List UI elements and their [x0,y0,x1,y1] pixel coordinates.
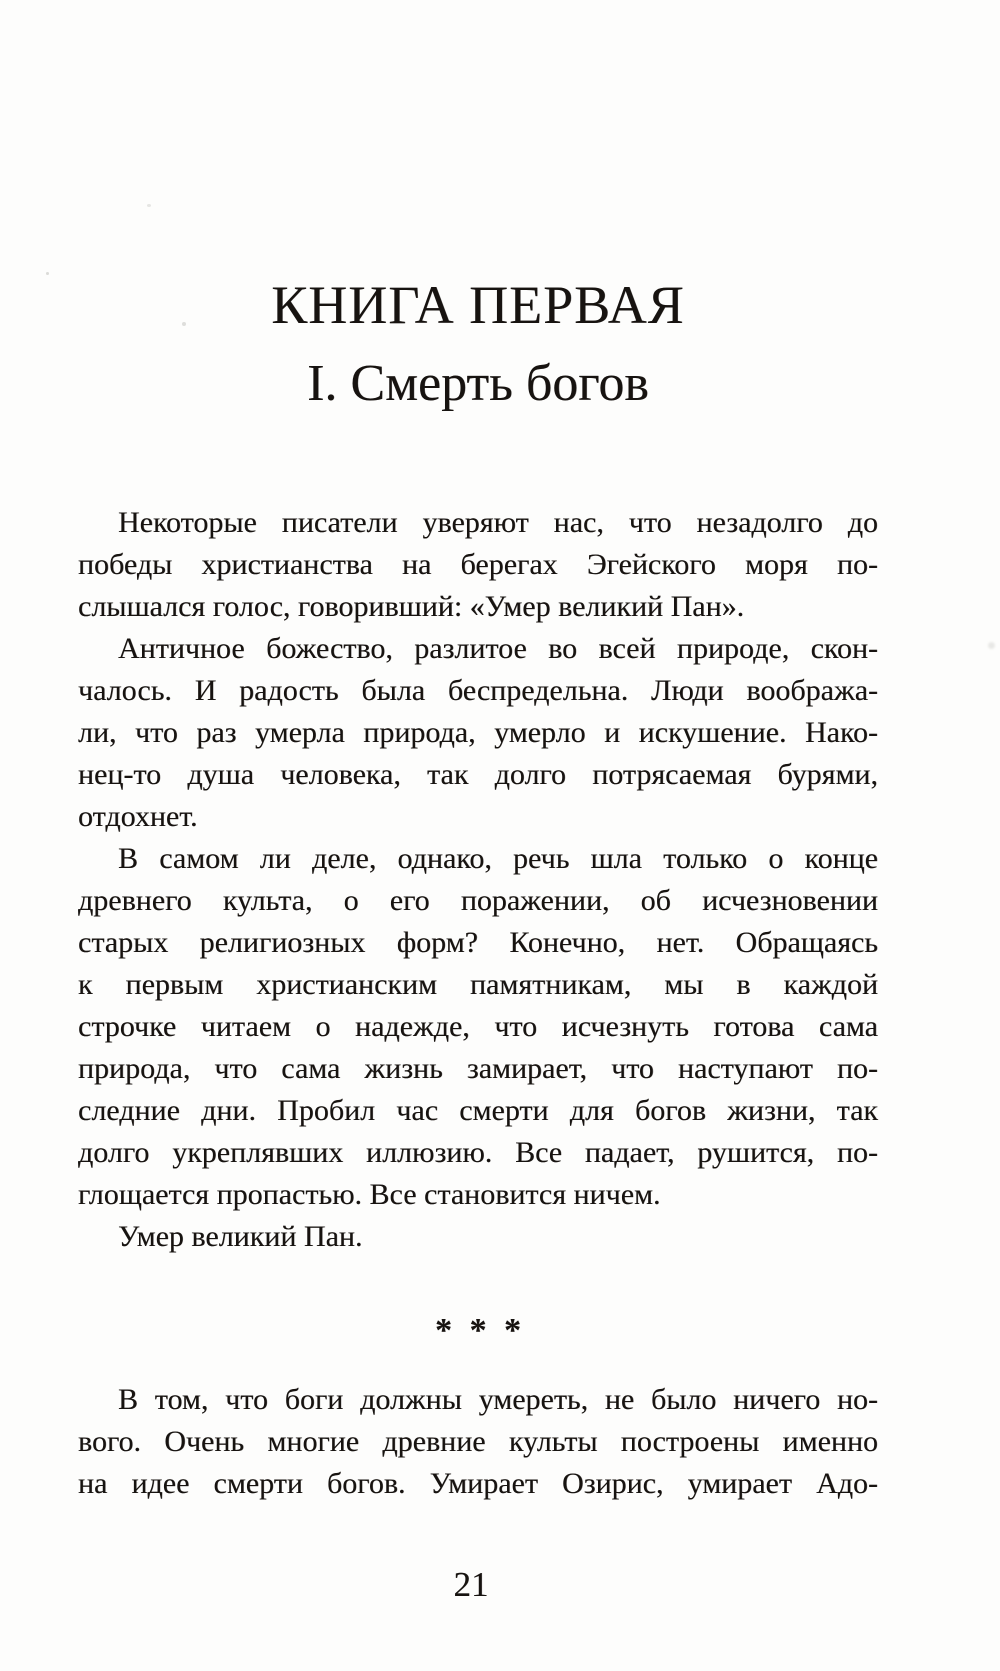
text-line: к первым христианским памятникам, мы в каждой [78,968,878,1001]
scan-speck [988,642,995,649]
paragraph [78,838,878,1216]
paragraph [78,502,878,628]
text-block-upper [78,502,878,1258]
text-line: нец-то душа человека, так долго потрясаемая бурями, [78,758,878,791]
text-line: Умер великий Пан. [118,1220,363,1253]
text-line: победы христианства на берегах Эгейского моря по- [78,548,878,581]
text-line: древнего культа, о его поражении, об исчезновении [78,884,878,917]
text-line: природа, что сама жизнь замирает, что наступают по- [78,1052,878,1085]
text-line: строчке читаем о надежде, что исчезнуть готова сама [78,1010,878,1043]
chapter-title: I. Смерть богов [307,355,649,412]
book-title: КНИГА ПЕРВАЯ [271,275,685,335]
text-line: глощается пропастью. Все становится ничем. [78,1178,661,1211]
paragraph [78,628,878,838]
text-line: В том, что боги должны умереть, не было ничего но- [118,1383,878,1416]
scan-speck [46,272,49,275]
scan-speck [182,322,186,326]
text-line: ли, что раз умерла природа, умерло и искушение. Нако- [78,716,878,749]
text-line: В самом ли деле, однако, речь шла только о конце [118,842,878,875]
text-line: следние дни. Пробил час смерти для богов жизни, так [78,1094,878,1127]
text-line: старых религиозных форм? Конечно, нет. Обращаясь [78,926,878,959]
text-line: вого. Очень многие древние культы построены именно [78,1425,878,1458]
text-line: на идее смерти богов. Умирает Озирис, умирает Адо- [78,1467,878,1500]
text-line: Некоторые писатели уверяют нас, что незадолго до [118,506,878,539]
section-separator: * * * [435,1312,521,1349]
paragraph [78,1216,878,1258]
text-line: отдохнет. [78,800,198,833]
text-line: чалось. И радость была беспредельна. Люди вообража- [78,674,878,707]
text-line: долго укреплявших иллюзию. Все падает, рушится, по- [78,1136,878,1169]
paragraph [78,1379,878,1505]
page-number: 21 [453,1565,489,1604]
text-block-lower [78,1379,878,1505]
text-line: Античное божество, разлитое во всей природе, скон- [118,632,878,665]
text-line: слышался голос, говоривший: «Умер великий Пан». [78,590,745,623]
scan-speck [147,204,151,207]
